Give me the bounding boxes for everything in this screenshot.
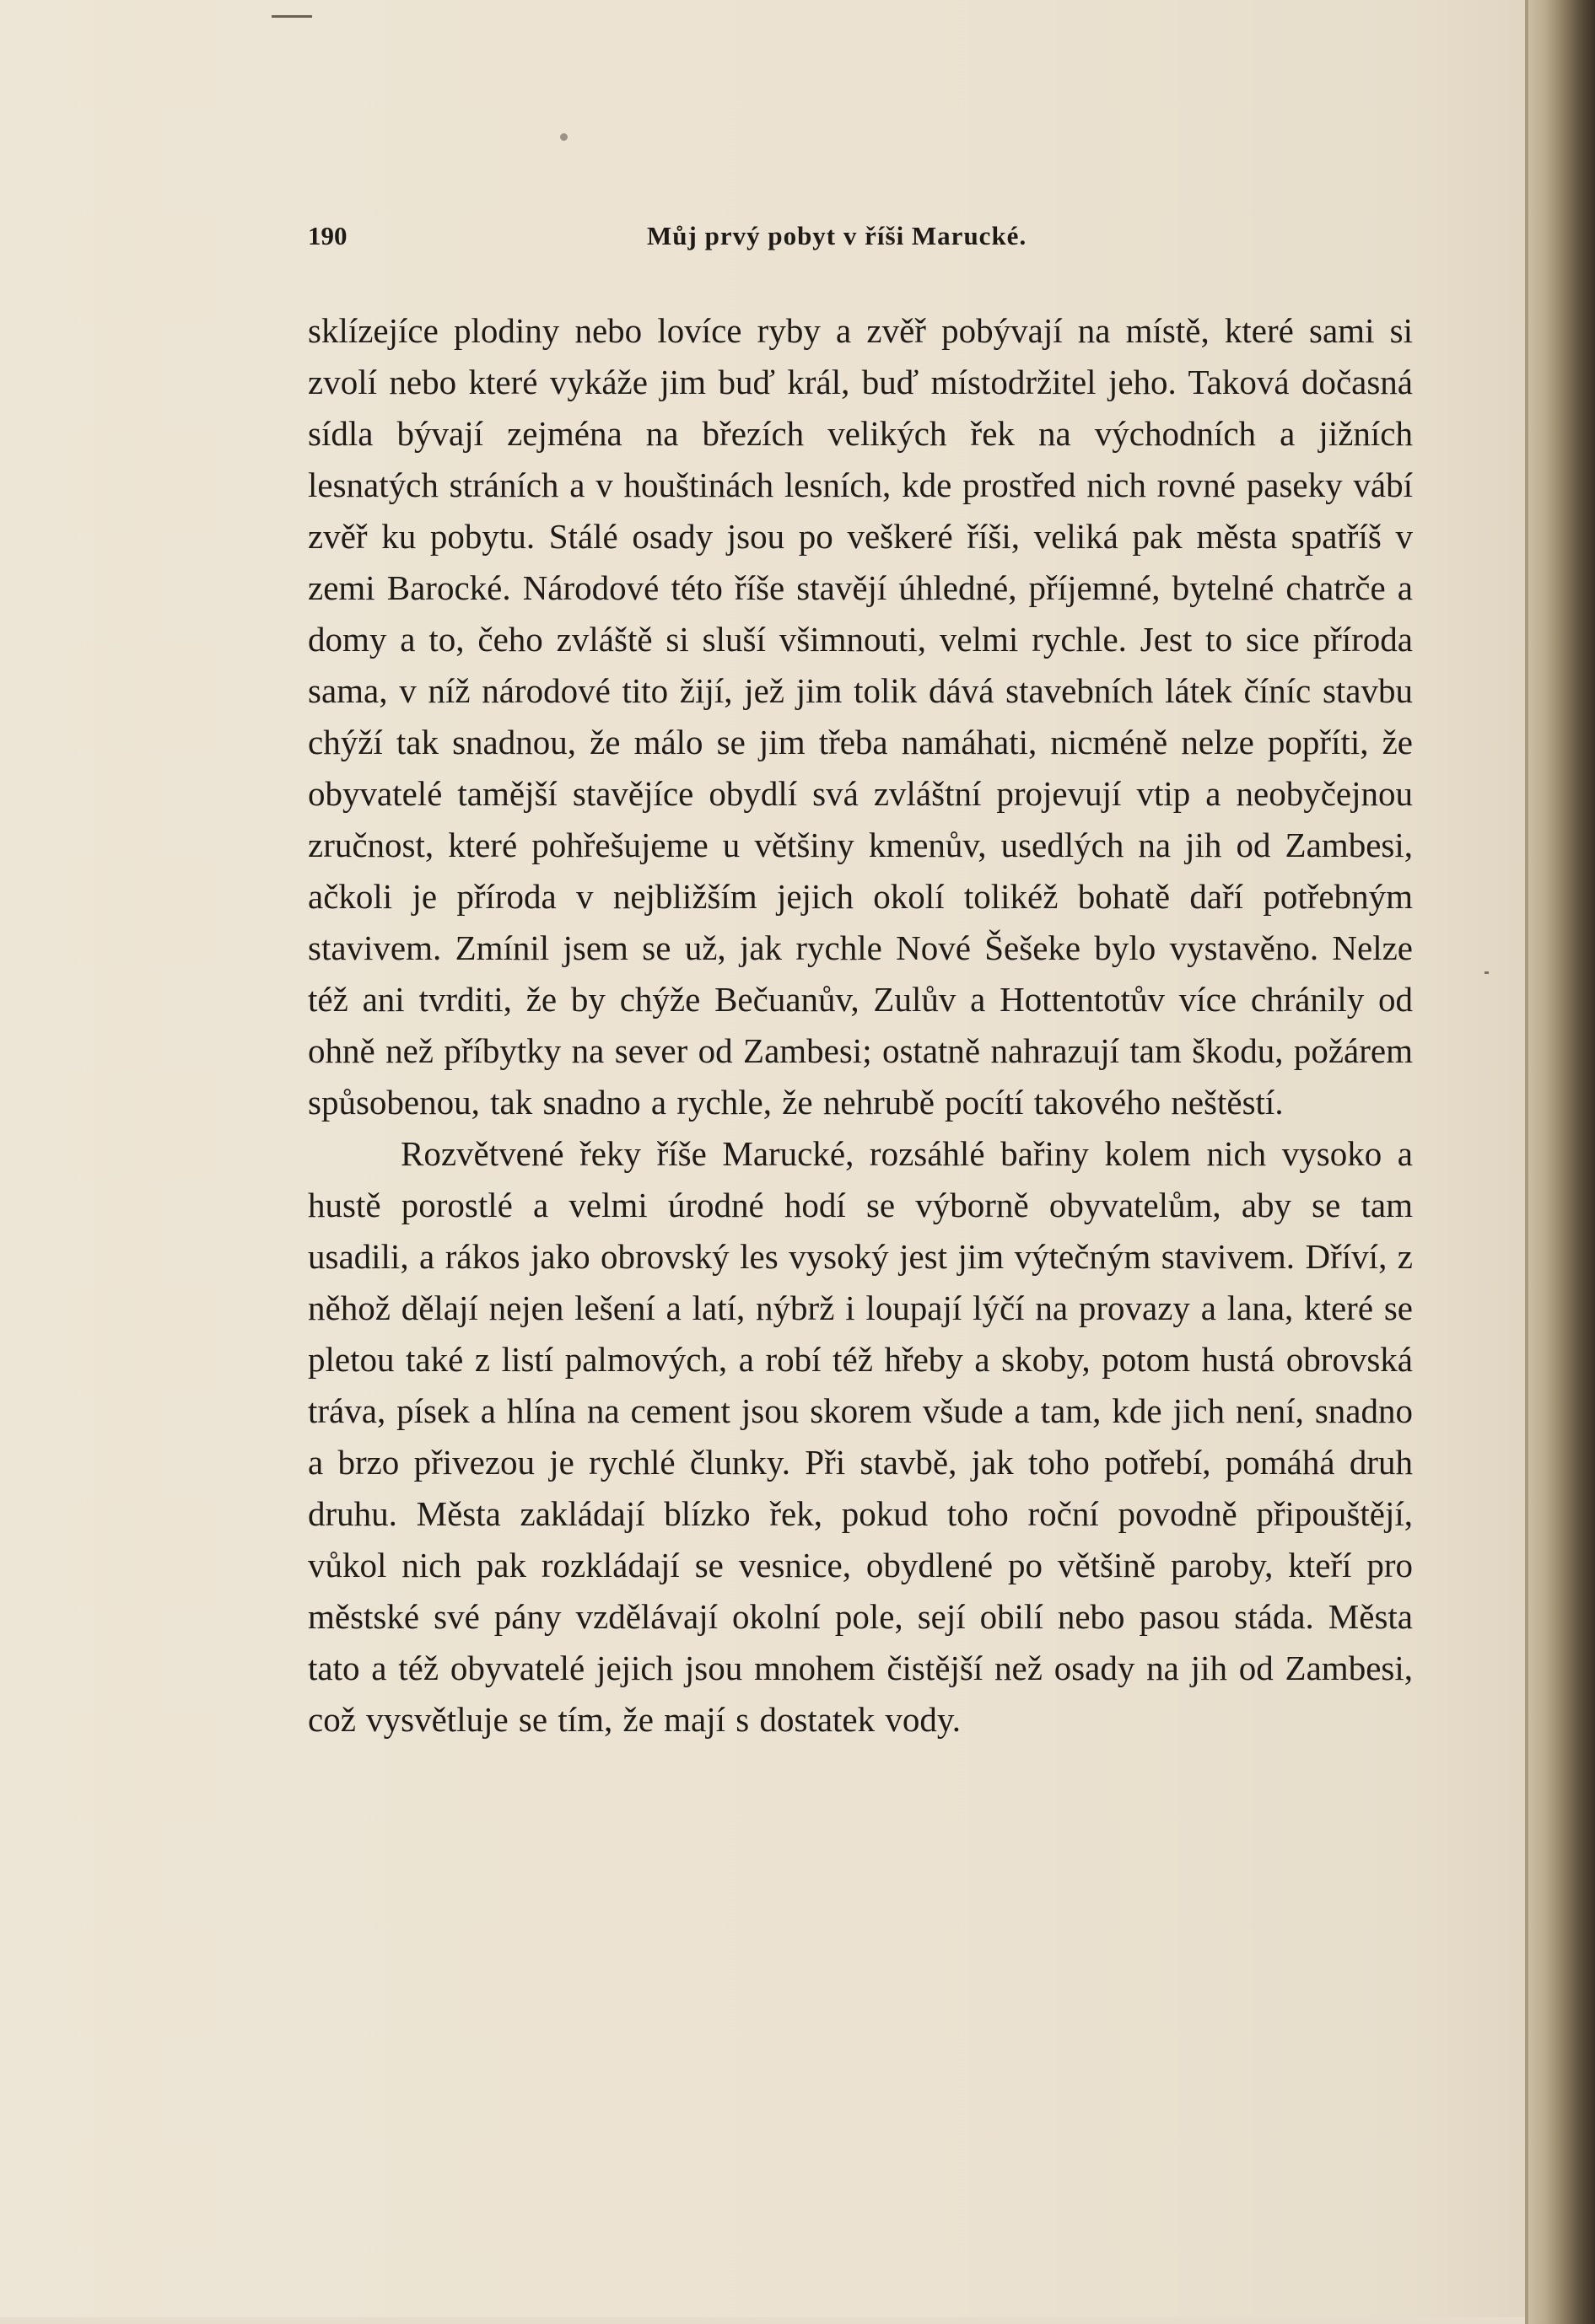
top-ink-mark xyxy=(272,15,312,18)
body-text xyxy=(308,305,1413,1746)
page-number: 190 xyxy=(308,221,348,250)
ink-speck xyxy=(560,133,568,141)
paragraph-1: sklízejíce plodiny nebo lovíce ryby a zvěř pobývají na místě, které sami si zvolí nebo které vykáže jim buď král, buď místodržitel jeho. Taková dočasná sídla bývají zejména na březích velikých řek na východních a jižních lesnatých stráních a v houštinách lesních, kde prostřed nich rovné paseky vábí zvěř ku pobytu. Stálé osady jsou po veškeré říši, veliká pak města spatříš v zemi Barocké. Národové této říše stavějí úhledné, příjemné, bytelné chatrče a domy a to, čeho zvláště si sluší všimnouti, velmi rychle. Jest to sice příroda sama, v níž národové tito žijí, jež jim tolik dává stavebních látek číníc stavbu chýží tak snadnou, že málo se jim třeba namáhati, nicméně nelze popříti, že obyvatelé tamější stavějíce obydlí svá zvláštní projevují vtip a neobyčejnou zručnost, které pohřešujeme u většiny kmenův, usedlých na jih od Zambesi, ačkoli je příroda v nejbližším jejich okolí tolikéž bohatě daří potřebným stavivem. Zmínil jsem se už, jak rychle Nové Šešeke bylo vystavěno. Nelze též ani tvrditi, že by chýže Bečuanův, Zulův a Hottentotův více chránily od ohně než příbytky na sever od Zambesi; ostatně nahrazují tam škodu, požárem spůsobenou, tak snadno a rychle, že nehrubě pocítí takového neštěstí. xyxy=(308,311,1413,1122)
running-title: Můj prvý pobyt v říši Marucké. xyxy=(647,221,1027,250)
binding-gutter xyxy=(1525,0,1595,2324)
paragraph-2: Rozvětvené řeky říše Marucké, rozsáhlé bařiny kolem nich vysoko a hustě porostlé a velmi úrodné hodí se výborně obyvatelům, aby se tam usadili, a rákos jako obrovský les vysoký jest jim výtečným stavivem. Dříví, z něhož dělají nejen lešení a latí, nýbrž i loupají lýčí na provazy a lana, které se pletou také z listí palmových, a robí též hřeby a skoby, potom hustá obrovská tráva, písek a hlína na cement jsou skorem všude a tam, kde jich není, snadno a brzo přivezou je rychlé člunky. Při stavbě, jak toho potřebí, pomáhá druh druhu. Města zakládají blízko řek, pokud toho roční povodně připouštějí, vůkol nich pak rozkládají se vesnice, obydlené po většině paroby, kteří pro městské své pány vzdělávají okolní pole, sejí obilí nebo pasou stáda. Města tato a též obyvatelé jejich jsou mnohem čistější než osady na jih od Zambesi, což vysvětluje se tím, že mají s dostatek vody. xyxy=(308,1134,1413,1739)
margin-speck xyxy=(1485,971,1489,974)
page-header xyxy=(308,221,1421,263)
page-edge xyxy=(1525,0,1528,2324)
